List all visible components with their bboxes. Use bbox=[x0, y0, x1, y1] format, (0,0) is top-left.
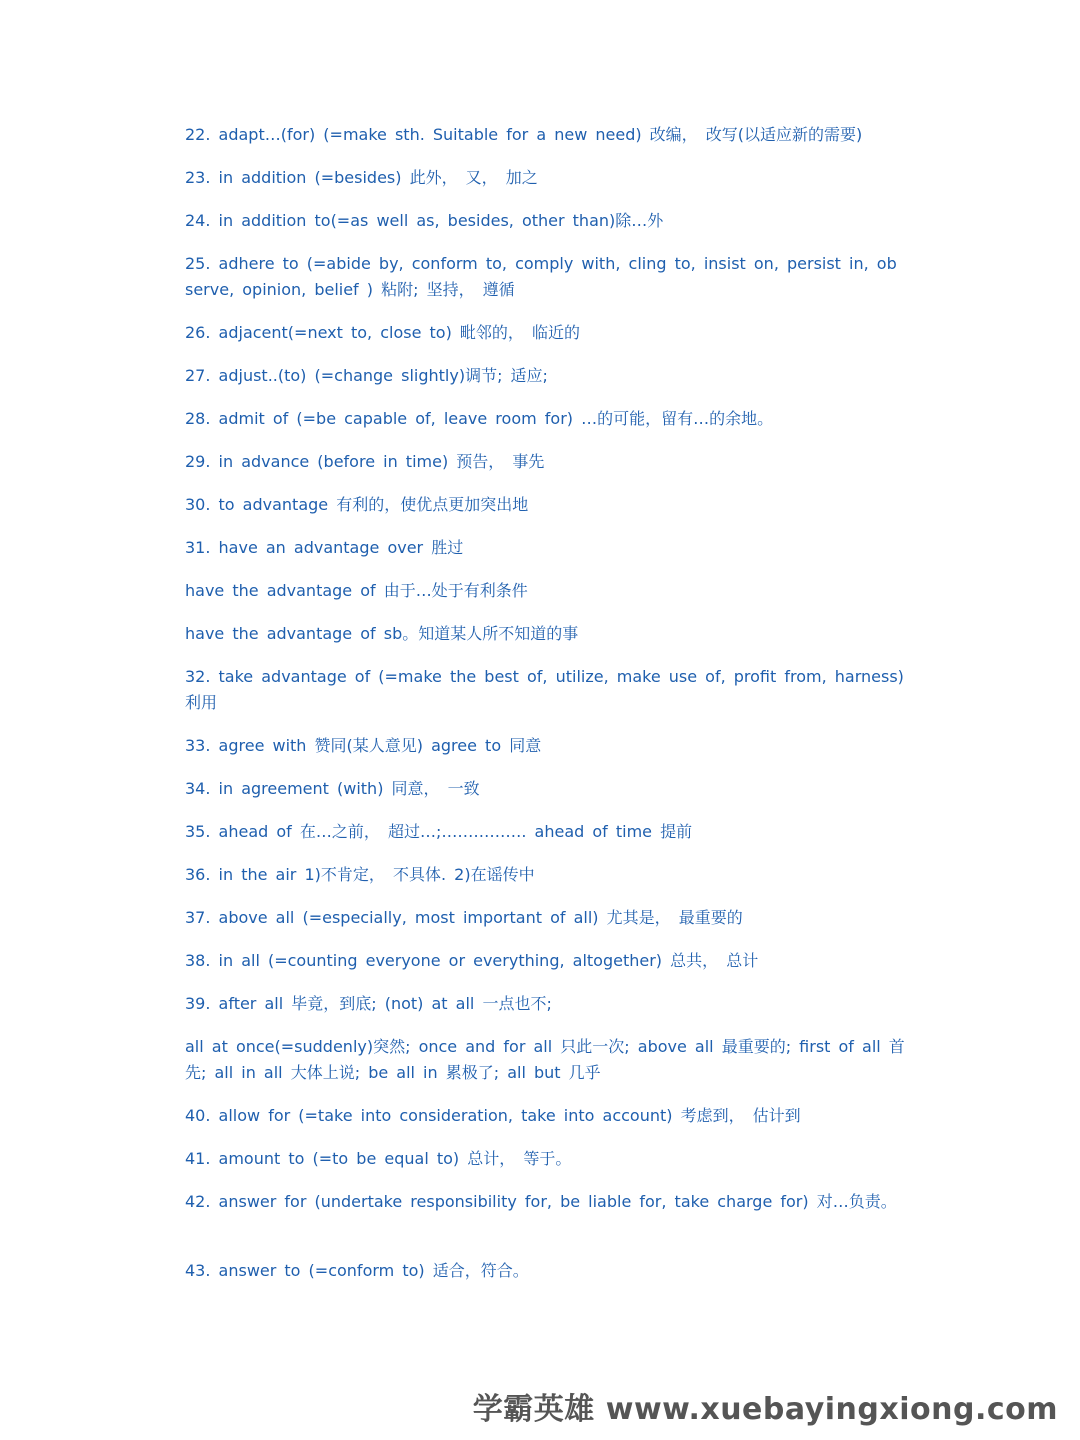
entry-31-sub-2: have the advantage of sb。知道某人所不知道的事 bbox=[185, 624, 579, 643]
entry-28: 28. admit of (=be capable of, leave room for) …的可能，留有…的余地。 bbox=[185, 409, 774, 428]
entry-33: 33. agree with 赞同(某人意见) agree to 同意 bbox=[185, 736, 542, 755]
entry-25: 25. adhere to (=abide by, conform to, comply with, cling to, insist on, persist in, observe, opinion, belief ) 粘附; 坚持， 遵循 bbox=[185, 254, 897, 299]
entry-36: 36. in the air 1)不肯定， 不具体. 2)在谣传中 bbox=[185, 865, 535, 884]
entry-23: 23. in addition (=besides) 此外， 又， 加之 bbox=[185, 168, 538, 187]
entry-34: 34. in agreement (with) 同意， 一致 bbox=[185, 779, 480, 798]
entry-39-sub: all at once(=suddenly)突然; once and for all 只此一次; above all 最重要的; first of all 首先; all in all 大体上说; be all in 累极了; all but 几乎 bbox=[185, 1037, 905, 1082]
entry-41: 41. amount to (=to be equal to) 总计， 等于。 bbox=[185, 1149, 572, 1168]
entry-24: 24. in addition to(=as well as, besides, other than)除…外 bbox=[185, 211, 664, 230]
entry-39: 39. after all 毕竟，到底; (not) at all 一点也不; bbox=[185, 994, 552, 1013]
entry-43: 43. answer to (=conform to) 适合，符合。 bbox=[185, 1261, 529, 1280]
entry-37: 37. above all (=especially, most important of all) 尤其是， 最重要的 bbox=[185, 908, 743, 927]
entry-35: 35. ahead of 在…之前， 超过…;……………. ahead of time 提前 bbox=[185, 822, 693, 841]
entry-31: 31. have an advantage over 胜过 bbox=[185, 538, 464, 557]
document-page bbox=[185, 122, 905, 1284]
entry-31-sub-1: have the advantage of 由于…处于有利条件 bbox=[185, 581, 528, 600]
entry-30: 30. to advantage 有利的，使优点更加突出地 bbox=[185, 495, 529, 514]
entry-26: 26. adjacent(=next to, close to) 毗邻的， 临近的 bbox=[185, 323, 580, 342]
entry-29: 29. in advance (before in time) 预告， 事先 bbox=[185, 452, 545, 471]
entry-22: 22. adapt…(for) (=make sth. Suitable for a new need) 改编， 改写(以适应新的需要) bbox=[185, 125, 863, 144]
site-watermark: 学霸英雄 www.xuebayingxiong.com bbox=[472, 1392, 1058, 1427]
entry-27: 27. adjust..(to) (=change slightly)调节; 适应; bbox=[185, 366, 548, 385]
entry-42: 42. answer for (undertake responsibility for, be liable for, take charge for) 对…负责。 bbox=[185, 1192, 897, 1211]
entry-32: 32. take advantage of (=make the best of, utilize, make use of, profit from, harness)利用 bbox=[185, 667, 904, 712]
entry-38: 38. in all (=counting everyone or everything, altogether) 总共， 总计 bbox=[185, 951, 759, 970]
entry-40: 40. allow for (=take into consideration, take into account) 考虑到， 估计到 bbox=[185, 1106, 801, 1125]
